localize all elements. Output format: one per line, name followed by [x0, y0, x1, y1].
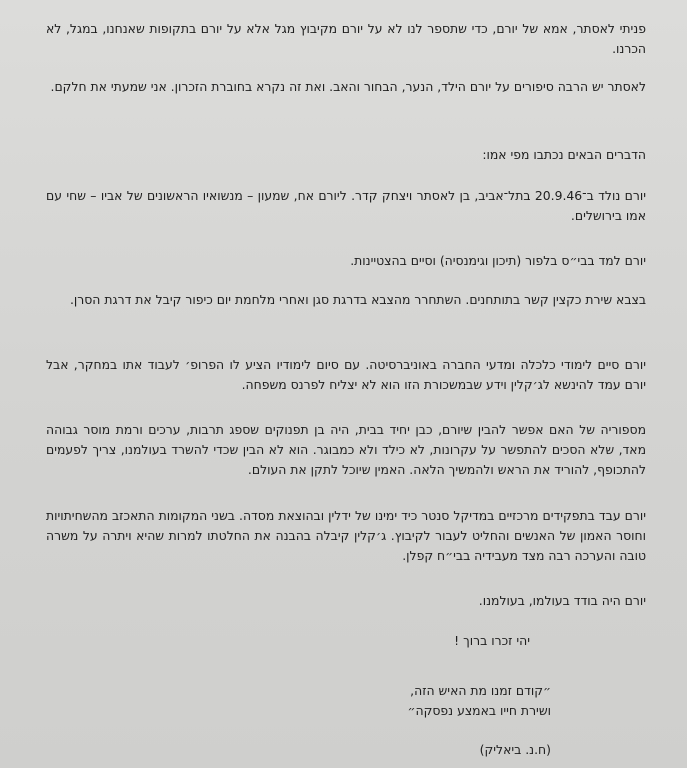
paragraph-intro: פניתי לאסתר, אמא של יורם, כדי שתספר לנו לא על יורם מקיבוץ מגל אלא על יורם בתקופות שאנחנו, במגל, לא הכרנו.: [46, 21, 646, 56]
paragraph-school: יורם למד בבי״ס בלפור (תיכון וגימנסיה) וסיים בהצטיינות.: [350, 253, 646, 268]
paragraph-work: יורם עבד בתפקידים מרכזיים במדיקל סנטר כיד ימינו של ידלין ובהוצאת מסדה. בשני המקומות התאכזב מהשחיתויות וחוסר האמון של האנשים והחליט לעבור לקיבוץ. ג׳קלין קיבלה בהבנה את החלטתו למרות שהיא ויתרה על משרה טובה והערכה רבה מצד מעבידיה בבי״ח קפלן.: [46, 508, 646, 563]
paragraph-stories: לאסתר יש הרבה סיפורים על יורם הילד, הנער, הבחור והאב. ואת זה נקרא בחוברת הזכרון. אני שמעתי את חלקם.: [50, 79, 646, 94]
blessing-line: יהי זכרו ברוך !: [454, 633, 530, 648]
poem-line-2: ושירת חייו באמצע נפסקה״: [407, 703, 551, 718]
paragraph-lonely: יורם היה בודד בעולמו, בעולמנו.: [478, 593, 646, 608]
paragraph-birth: יורם נולד ב־20.9.46 בתל־אביב, בן לאסתר ויצחק קדר. ליורם אח, שמעון – מנשואיו הראשונים של אביו – שחי עם אמו בירושלים.: [46, 188, 646, 223]
paragraph-army: בצבא שירת כקצין קשר בתותחנים. השתחרר מהצבא בדרגת סגן ואחרי מלחמת יום כיפור קיבל את דרגת הסרן.: [69, 292, 646, 307]
poem-author: (ח.נ. ביאליק): [479, 742, 551, 757]
paragraph-character: מספוריה של האם אפשר להבין שיורם, כבן יחיד בבית, היה בן תפנוקים שספג תרבות, ערכים ורמת מוסר גבוהה מאד, שלא הסכים להתפשר על עקרונות, לא כילד ולא כמבוגר. הוא לא הבין שכדי להשרד בעולמנו, צריך לפעמים להתכופף, להוריד את הראש ולהמשיך הלאה. האמין שיוכל לתקן את העולם.: [46, 422, 646, 477]
paragraph-studies: יורם סיים לימודי כלכלה ומדעי החברה באוניברסיטה. עם סיום לימודיו הציע לו הפרופ׳ לעבוד אתו במחקר, אבל יורם עמד להינשא לג׳קלין וידע שבמשכורת הזו הוא לא יצליח לפרנס משפחה.: [46, 357, 646, 392]
paragraph-mother-words: הדברים הבאים נכתבו מפי אמו:: [482, 147, 646, 162]
poem-line-1: ״קודם זמנו מת האיש הזה,: [410, 683, 551, 698]
